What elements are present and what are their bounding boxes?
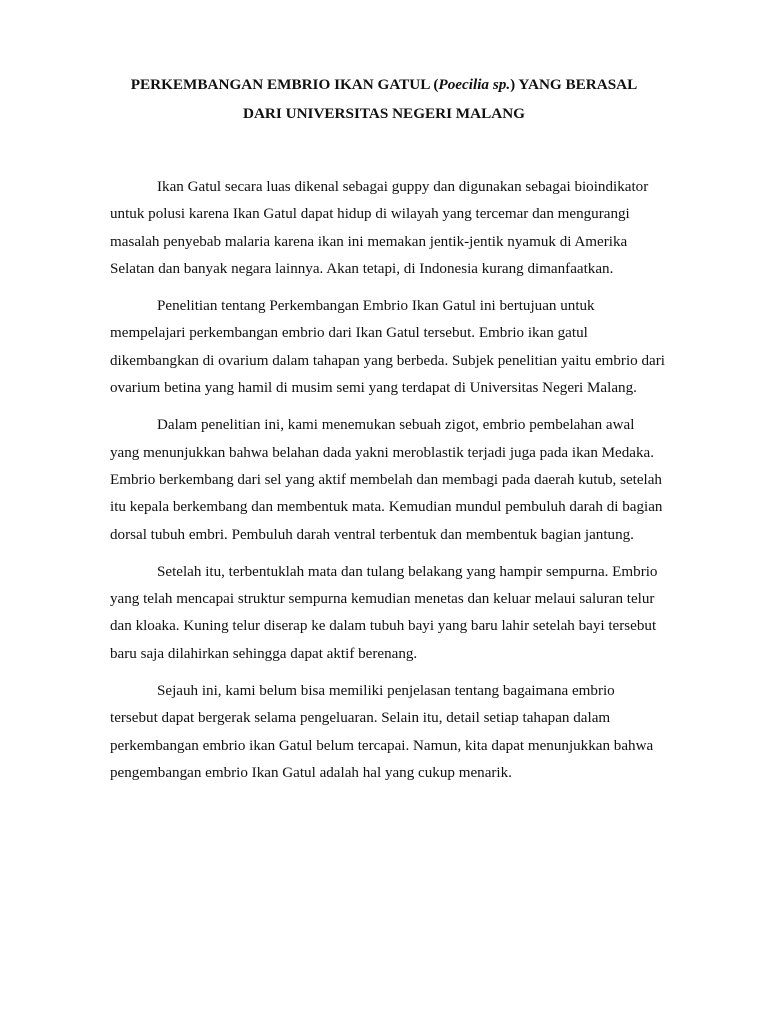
paragraph-2: Penelitian tentang Perkembangan Embrio Ikan Gatul ini bertujuan untuk mempelajari perkembangan embrio dari Ikan Gatul tersebut. Embrio ikan gatul dikembangkan di ovarium dalam tahapan yang berbeda. Subjek penelitian yaitu embrio dari ovarium betina yang hamil di musim semi yang terdapat di Universitas Negeri Malang. [110,298,665,397]
document-body [110,174,666,797]
title-line1-part1: PERKEMBANGAN EMBRIO IKAN GATUL ( [130,76,439,93]
title-line1-part2: ) YANG BERASAL [510,76,638,93]
title-scientific-name: Poecilia sp. [438,76,511,93]
title-line2: DARI UNIVERSITAS NEGERI MALANG [243,105,525,122]
paragraph-4: Setelah itu, terbentuklah mata dan tulang belakang yang hampir sempurna. Embrio yang telah mencapai struktur sempurna kemudian menetas dan keluar melaui saluran telur dan kloaka. Kuning telur diserap ke dalam tubuh bayi yang baru lahir setelah bayi tersebut baru saja dilahirkan sehingga dapat aktif berenang. [110,563,658,662]
document-title [100,70,668,128]
paragraph-5: Sejauh ini, kami belum bisa memiliki penjelasan tentang bagaimana embrio tersebut dapat bergerak selama pengeluaran. Selain itu, detail setiap tahapan dalam perkembangan embrio ikan Gatul belum tercapai. Namun, kita dapat menunjukkan bahwa pengembangan embrio Ikan Gatul adalah hal yang cukup menarik. [110,683,654,781]
paragraph-3: Dalam penelitian ini, kami menemukan sebuah zigot, embrio pembelahan awal yang menunjukkan bahwa belahan dada yakni meroblastik terjadi juga pada ikan Medaka. Embrio berkembang dari sel yang aktif membelah dan membagi pada daerah kutub, setelah itu kepala berkembang dan membentuk mata. Kemudian mundul pembuluh darah di bagian dorsal tubuh embri. Pembuluh darah ventral terbentuk dan membentuk bagian jantung. [110,417,663,543]
paragraph-1: Ikan Gatul secara luas dikenal sebagai guppy dan digunakan sebagai bioindikator untuk polusi karena Ikan Gatul dapat hidup di wilayah yang tercemar dan mengurangi masalah penyebab malaria karena ikan ini memakan jentik-jentik nyamuk di Amerika Selatan dan banyak negara lainnya. Akan tetapi, di Indonesia kurang dimanfaatkan. [110,179,649,277]
